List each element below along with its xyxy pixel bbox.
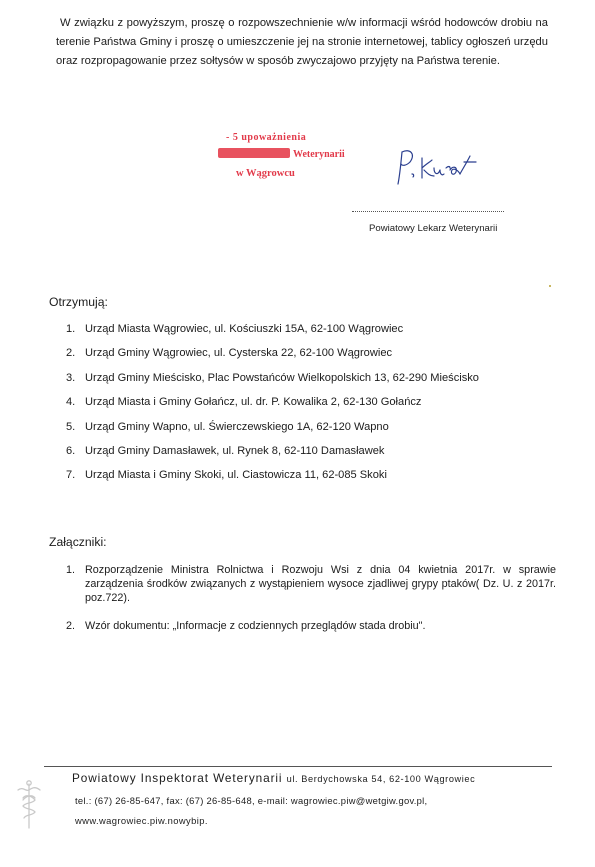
list-item-text: Rozporządzenie Ministra Rolnictwa i Rozwoju Wsi z dnia 04 kwietnia 2017r. w sprawie zarządzenia środków związanych z wystąpieniem wysoce zjadliwej grypy ptaków( Dz. U. z 2017r. poz.722). — [85, 564, 556, 605]
list-item-number: 6. — [66, 444, 76, 457]
stamp-line-1: - 5 upoważnienia — [226, 132, 307, 143]
list-item-text: Urząd Miasta i Gminy Gołańcz, ul. dr. P. Kowalika 2, 62-130 Gołańcz — [85, 396, 422, 409]
footer-divider — [44, 766, 552, 767]
footer-contact: tel.: (67) 26-85-647, fax: (67) 26-85-648, e-mail: wagrowiec.piw@wetgiw.gov.pl, — [75, 795, 428, 806]
list-item-text: Wzór dokumentu: „Informacje z codziennych przeglądów stada drobiu". — [85, 619, 426, 632]
list-item-text: Urząd Gminy Wapno, ul. Świerczewskiego 1A, 62-120 Wapno — [85, 420, 389, 433]
recipients-list — [66, 317, 566, 488]
stamp-line-3: w Wągrowcu — [236, 168, 295, 179]
list-item — [66, 341, 566, 365]
list-item — [66, 415, 566, 439]
footer-organization — [72, 771, 475, 785]
signature-caption: Powiatowy Lekarz Weterynarii — [369, 223, 498, 234]
list-item — [66, 439, 566, 463]
attachments-list — [66, 563, 556, 633]
footer-website-link[interactable]: www.wagrowiec.piw.nowybip. — [75, 815, 208, 826]
footer-address: ul. Berdychowska 54, 62-100 Wągrowiec — [286, 774, 476, 784]
list-item-text: Urząd Gminy Mieścisko, Plac Powstańców Wielkopolskich 13, 62-290 Mieścisko — [85, 371, 479, 384]
caduceus-logo-icon — [14, 778, 44, 832]
scan-speck — [549, 285, 551, 287]
list-item-text: Urząd Miasta Wągrowiec, ul. Kościuszki 15A, 62-100 Wągrowiec — [85, 323, 404, 335]
list-item-number: 1. — [66, 323, 76, 335]
list-item — [66, 366, 566, 390]
list-item-number: 2. — [66, 619, 76, 632]
list-item — [66, 563, 556, 606]
list-item — [66, 317, 566, 341]
list-item-number: 5. — [66, 420, 76, 433]
signature-line — [352, 211, 504, 212]
list-item — [66, 463, 566, 487]
list-item — [66, 619, 556, 633]
intro-paragraph: W związku z powyższym, proszę o rozpowszechnienie w/w informacji wśród hodowców drobiu na terenie Państwa Gminy i proszę o umieszczenie jej na stronie internetowej, tablicy ogłoszeń urzędu oraz rozpropagowanie przez sołtysów w sposób zwyczajowo przyjęty na Państwa terenie. — [56, 17, 548, 67]
attachments-heading: Załączniki: — [49, 535, 107, 549]
list-item-text: Urząd Miasta i Gminy Skoki, ul. Ciastowicza 11, 62-085 Skoki — [85, 469, 387, 482]
list-item-number: 1. — [66, 564, 76, 576]
footer-org-name: Powiatowy Inspektorat Weterynarii — [72, 771, 283, 785]
list-item — [66, 390, 566, 414]
list-item-number: 2. — [66, 347, 76, 360]
list-item-number: 3. — [66, 371, 76, 384]
list-item-number: 4. — [66, 396, 76, 409]
list-item-number: 7. — [66, 469, 76, 482]
stamp-line-2 — [218, 148, 345, 160]
recipients-heading: Otrzymują: — [49, 295, 108, 309]
official-stamp — [216, 132, 372, 196]
list-item-text: Urząd Gminy Wągrowiec, ul. Cysterska 22, 62-100 Wągrowiec — [85, 347, 393, 360]
stamp-line-2-text: Weterynarii — [293, 149, 345, 160]
handwritten-signature — [392, 144, 482, 188]
list-item-text: Urząd Gminy Damasławek, ul. Rynek 8, 62-110 Damasławek — [85, 444, 385, 457]
stamp-smudge — [218, 148, 290, 158]
